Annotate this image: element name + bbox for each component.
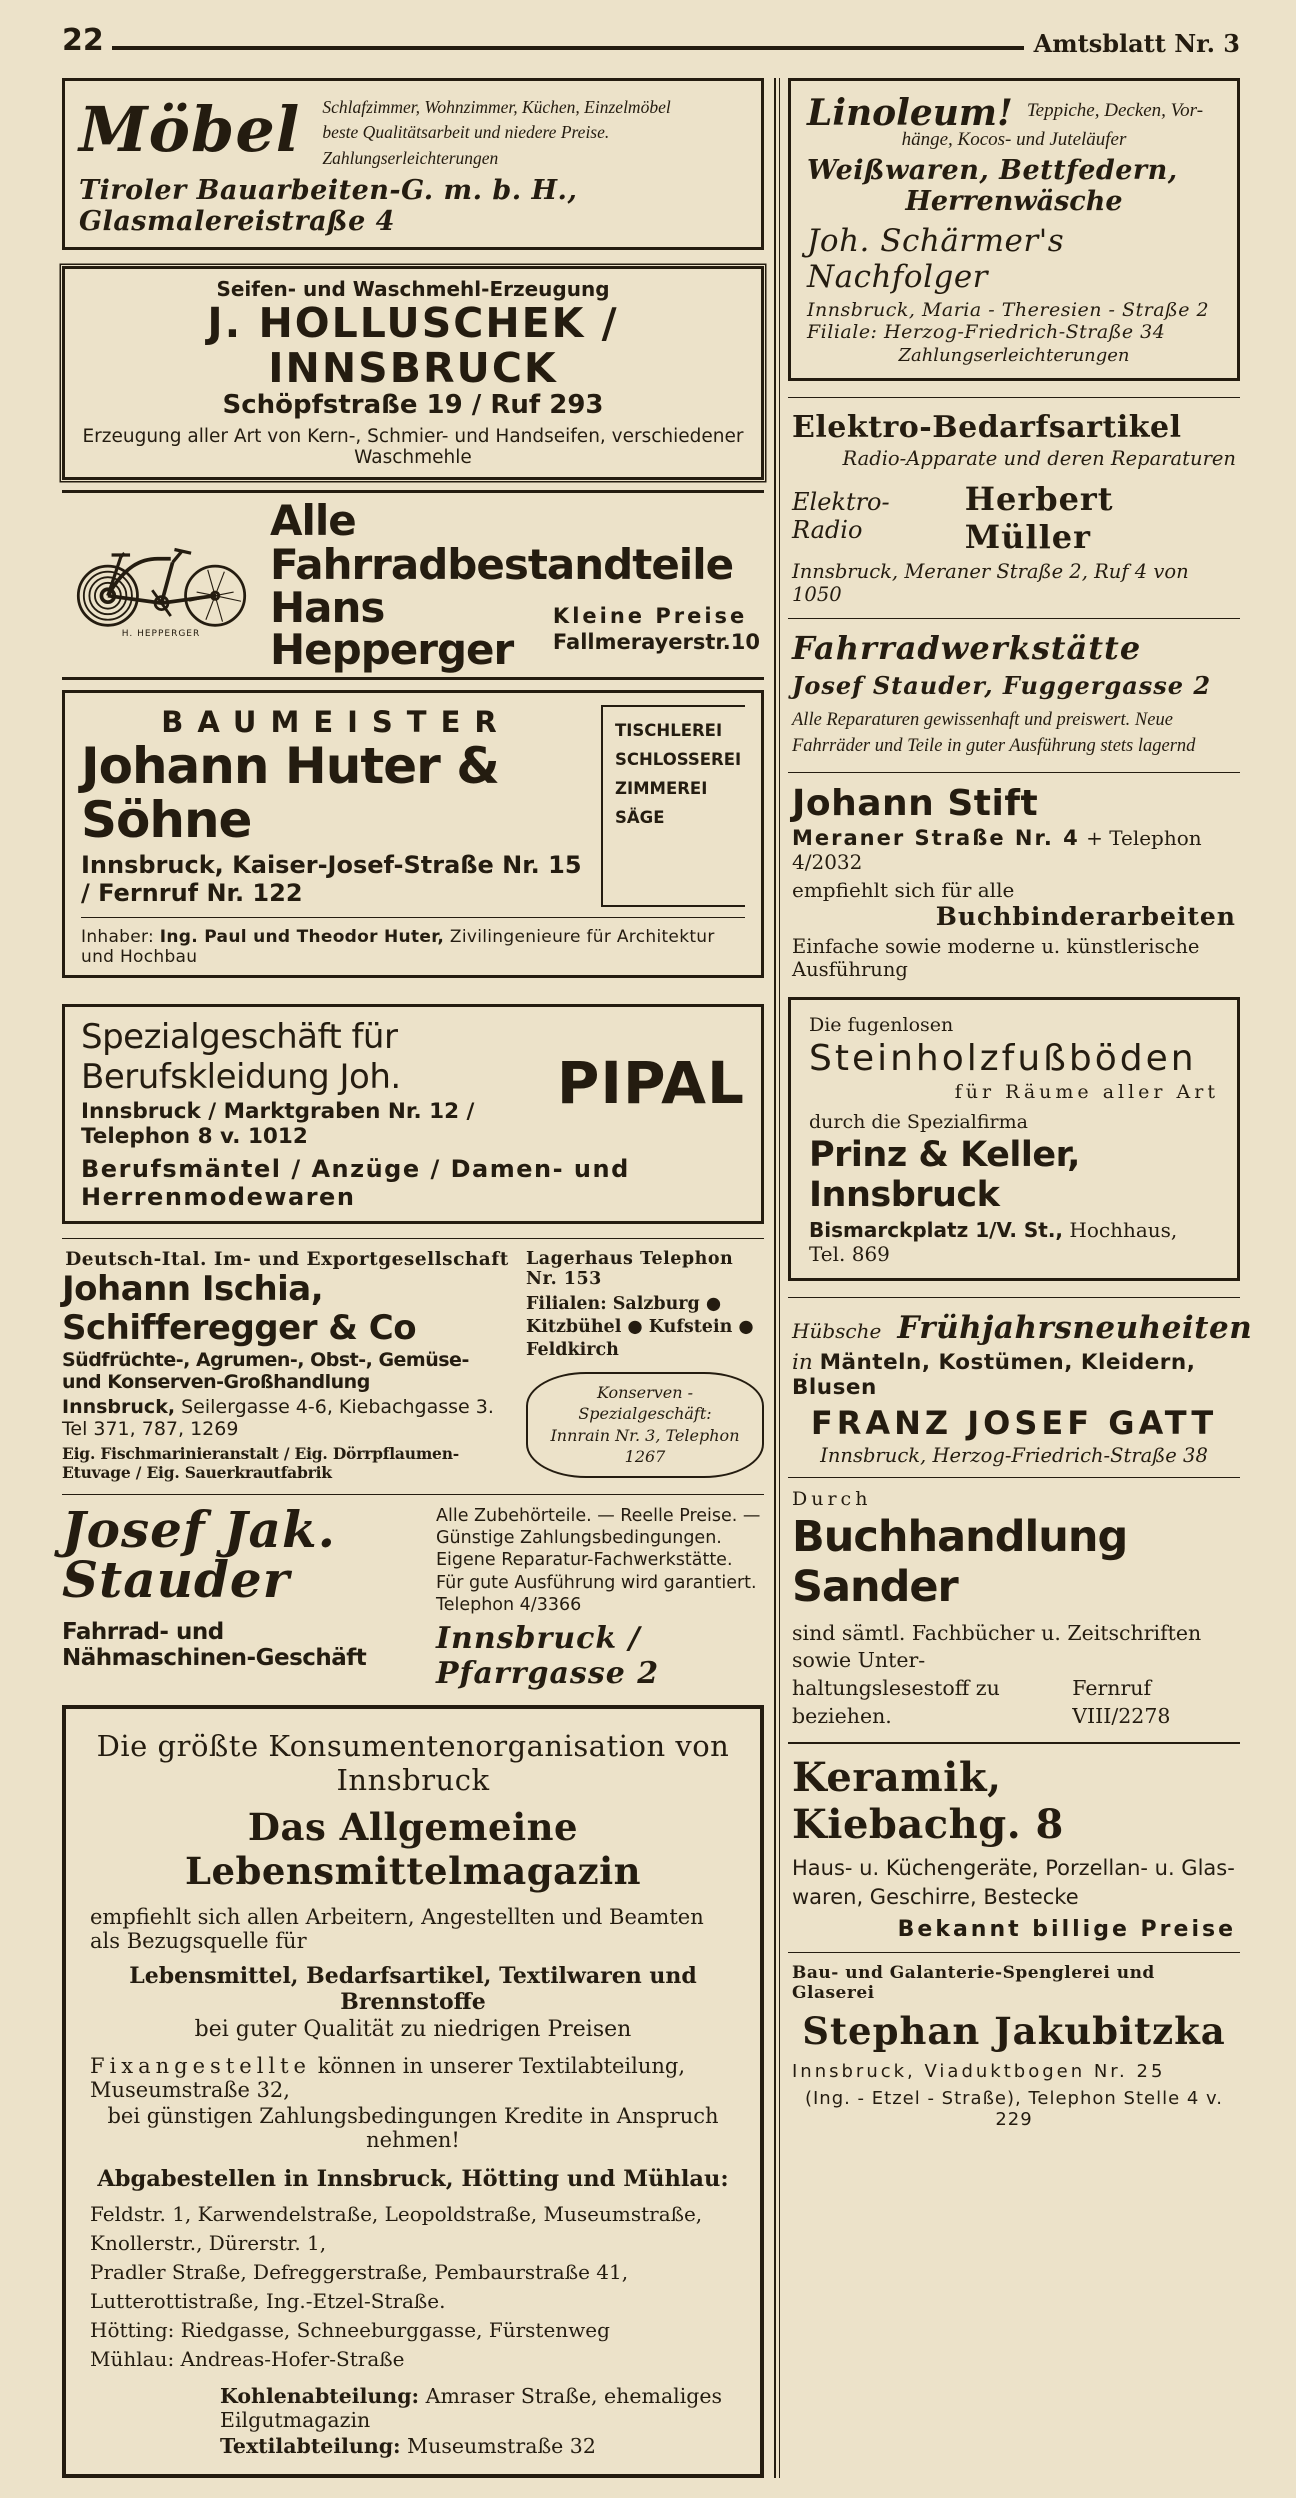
ad-holluschek [62,266,764,480]
page-number: 22 [62,23,104,58]
ischia-address [62,1396,512,1440]
huter-owners-names: Ing. Paul und Theodor Huter, [159,927,445,948]
ad-stift [788,772,1240,993]
store-line-1: Feldstr. 1, Karwendelstraße, Leopoldstraße, Museumstraße, Knollerstr., Dürerstr. 1, [90,2201,703,2255]
stift-name: Johann Stift [792,782,1039,824]
steinholz-through: durch die Spezialfirma [809,1110,1028,1133]
pipal-headline: Spezialgeschäft für Berufskleidung Joh. [81,1017,401,1098]
ischia-city: Innsbruck, [62,1395,176,1418]
lebensmittel-fix-line1 [90,2054,736,2102]
steinholz-address-bold: Bismarckplatz 1/V. St., [809,1217,1064,1242]
linoleum-footer: Zahlungserleichterungen [898,345,1130,366]
steinholz-address-rest: Hochhaus, Tel. 869 [809,1217,1178,1266]
gatt-address: Innsbruck, Herzog-Friedrich-Straße 38 [820,1443,1208,1467]
gatt-title: Frühjahrsneuheiten [897,1309,1253,1346]
moebel-subtitle [322,89,747,171]
stift-service: Buchbinderarbeiten [935,901,1236,931]
moebel-company: Tiroler Bauarbeiten-G. m. b. H., Glasmalereistraße 4 [79,175,578,238]
ischia-name: Johann Ischia, Schifferegger & Co [62,1269,417,1349]
ischia-filialen: Filialen: Salzburg ● Kitzbühel ● Kufstein ● Feldkirch [526,1294,754,1360]
masthead-title: Amtsblatt Nr. 3 [1033,29,1240,58]
ad-pipal [62,1004,764,1224]
stauder-subtitle: Fahrrad- und Nähmaschinen-Geschäft [62,1618,367,1671]
holluschek-address: Schöpfstraße 19 / Ruf 293 [222,390,604,421]
ad-steinholz [788,997,1240,1281]
bicycle-illustration [66,531,256,639]
sander-body [792,1620,1236,1731]
linoleum-name: Joh. Schärmer's Nachfolger [807,223,1065,295]
ad-lebensmittelmagazin [62,1705,764,2478]
lebensmittel-fix-word: Fixangestellte [90,2053,311,2078]
linoleum-address1: Innsbruck, Maria - Theresien - Straße 2 [807,299,1210,321]
huter-owners [81,917,745,967]
lebensmittel-products: Lebensmittel, Bedarfsartikel, Textilwaren und Brennstoffe [129,1962,697,2015]
jakubitzka-tagline: Bau- und Galanterie-Spenglerei und Glaserei [792,1963,1155,2004]
ischia-facilities: Eig. Fischmarinieranstalt / Eig. Dörrpflaumen-Etuvage / Eig. Sauerkrautfabrik [62,1443,460,1482]
moebel-line1: Schlafzimmer, Wohnzimmer, Küchen, Einzelmöbel [322,97,671,117]
lebensmittel-abgabe-header: Abgabestellen in Innsbruck, Hötting und Mühlau: [97,2165,729,2192]
lebensmittel-fix-rest: können in unserer Textilabteilung, Museumstraße 32, [90,2053,686,2102]
jakubitzka-address2: (Ing. - Etzel - Straße), Telephon Stelle 4 v. 229 [804,2088,1224,2131]
ischia-address-rest: Seilergasse 4-6, Kiebachgasse 3. Tel 371, 787, 1269 [62,1395,494,1440]
linoleum-address2: Filiale: Herzog-Friedrich-Straße 34 [807,321,1166,343]
werkstaette-body: Alle Reparaturen gewissenhaft und preiswert. Neue Fahrräder und Teile in guter Ausführung stets lagernd [792,710,1196,756]
linoleum-line4: Herrenwäsche [905,186,1123,217]
lebensmittel-recommend: empfiehlt sich allen Arbeitern, Angestellten und Beamten als Bezugsquelle für [90,1904,704,1953]
linoleum-line2: hänge, Kocos- und Juteläufer [901,129,1127,150]
elektro-name: Herbert Müller [964,480,1114,556]
jakubitzka-name: Stephan Jakubitzka [802,2009,1226,2054]
elektro-name-prefix: Elektro-Radio [792,488,890,544]
jakubitzka-address1: Innsbruck, Viaduktbogen Nr. 25 [792,2061,1166,2083]
left-column [62,78,764,2478]
gatt-name: FRANZ JOSEF GATT [810,1403,1218,1442]
ad-jakubitzka [788,1952,1240,2140]
lebensmittel-textil [90,2434,736,2458]
holluschek-name: J. HOLLUSCHEK / INNSBRUCK [207,299,619,393]
ad-sander [788,1477,1240,1743]
lebensmittel-store-list [90,2200,736,2374]
stift-phone: + Telephon 4/2032 [792,825,1202,874]
steinholz-name: Prinz & Keller, Innsbruck [809,1134,1080,1215]
werkstaette-title: Fahrradwerkstätte [792,629,1142,667]
huter-service-2: SCHLOSSEREI [615,750,742,770]
keramik-footer: Bekannt billige Preise [897,1917,1236,1943]
linoleum-line3: Weißwaren, Bettfedern, [807,155,1178,186]
ad-huter [62,690,764,978]
ischia-products: Südfrüchte-, Agrumen-, Obst-, Gemüse- und Konserven-Großhandlung [62,1348,469,1393]
huter-service-4: SÄGE [615,808,665,828]
keramik-body-line1: Haus- u. Küchengeräte, Porzellan- u. Glas- [792,1856,1235,1881]
huter-profession: BAUMEISTER [161,705,511,740]
store-line-3: Hötting: Riedgasse, Schneeburggasse, Fürstenweg [90,2317,610,2342]
header-rule [112,46,1024,50]
huter-service-1: TISCHLEREI [615,721,723,741]
lebensmittel-name: Das Allgemeine Lebensmittelmagazin [184,1804,642,1893]
page-header [62,23,1240,58]
sander-name: Buchhandlung Sander [792,1511,1128,1612]
stift-line2: Einfache sowie moderne u. künstlerische Ausführung [792,934,1200,981]
moebel-title: Möbel [79,92,301,166]
holluschek-tagline: Seifen- und Waschmehl-Erzeugung [216,277,610,302]
hepperger-price: Kleine Preise [552,604,748,629]
store-line-4: Mühlau: Andreas-Hofer-Straße [90,2346,405,2371]
stift-address: Meraner Straße Nr. 4 [792,825,1080,850]
hepperger-name: Hans Hepperger [270,583,514,675]
werkstaette-name: Josef Stauder, Fuggergasse 2 [792,671,1212,700]
elektro-subtitle: Radio-Apparate und deren Reparaturen [842,447,1236,470]
gatt-in-word: in [792,1349,813,1375]
ischia-konserven-badge [526,1372,764,1478]
huter-name: Johann Huter & Söhne [81,737,499,850]
gatt-products: Mänteln, Kostümen, Kleidern, Blusen [792,1349,1196,1400]
kohlen-label: Kohlenabteilung: [220,2383,420,2408]
store-line-2: Pradler Straße, Defreggerstraße, Pembaurstraße 41, Lutterottistraße, Ing.-Etzel-Straße. [90,2259,629,2313]
sander-phone: Fernruf VIII/2278 [1072,1676,1171,1728]
ad-linoleum [788,78,1240,381]
kohlen-value: Amraser Straße, ehemaliges Eilgutmagazin [220,2383,723,2432]
ad-ischia [62,1238,764,1481]
textil-value: Museumstraße 32 [407,2433,596,2458]
linoleum-title: Linoleum! [807,92,1013,134]
huter-owners-rest: Zivilingenieure für Architektur und Hochbau [81,927,715,968]
ad-moebel [62,78,764,250]
ad-elektro [788,397,1240,618]
ischia-konserven-line1: Konserven - Spezialgeschäft: [578,1382,712,1424]
hepperger-address: Fallmerayerstr.10 [552,630,760,655]
holluschek-body: Erzeugung aller Art von Kern-, Schmier- und Handseifen, verschiedener Waschmehle [82,426,744,469]
pipal-name: PIPAL [556,1049,745,1118]
ad-werkstaette [788,618,1240,772]
huter-service-3: ZIMMEREI [615,779,708,799]
stift-line1: empfiehlt sich für alle [792,877,1015,902]
stauder-name: Josef Jak. Stauder [62,1499,336,1609]
keramik-body-line2: waren, Geschirre, Bestecke [792,1884,1079,1909]
lebensmittel-quality: bei guter Qualität zu niedrigen Preisen [194,2016,632,2042]
ischia-lagerhaus: Lagerhaus Telephon Nr. 153 [526,1249,734,1290]
ischia-konserven-line2: Innrain Nr. 3, Telephon 1267 [550,1425,740,1467]
lebensmittel-intro: Die größte Konsumentenorganisation von Innsbruck [96,1728,730,1797]
gatt-intro: Hübsche [792,1318,882,1343]
bicycle-caption: H. HEPPERGER [121,629,201,640]
sander-intro: Durch [792,1487,872,1510]
elektro-address: Innsbruck, Meraner Straße 2, Ruf 4 von 1050 [792,560,1189,606]
ad-stauder [62,1494,764,1691]
lebensmittel-kohlen [90,2384,736,2432]
lebensmittel-fix-line2: bei günstigen Zahlungsbedingungen Kredite in Anspruch nehmen! [107,2103,719,2152]
steinholz-intro: Die fugenlosen [809,1013,954,1036]
stauder-address: Innsbruck / Pfarrgasse 2 [436,1620,660,1691]
steinholz-address [809,1218,1219,1266]
huter-services [601,705,745,907]
keramik-body [792,1854,1236,1911]
right-column [788,78,1253,2140]
pipal-address: Innsbruck / Marktgraben Nr. 12 / Telephon 8 v. 1012 [81,1099,475,1150]
hepperger-headline: Alle Fahrradbestandteile [270,496,734,590]
ad-keramik [788,1742,1240,1952]
steinholz-title: Steinholzfußböden [809,1037,1197,1079]
textil-label: Textilabteilung: [220,2433,401,2458]
ischia-tagline: Deutsch-Ital. Im- und Exportgesellschaft [65,1249,509,1271]
ad-gatt [788,1297,1253,1477]
steinholz-subtitle: für Räume aller Art [954,1080,1219,1103]
sander-body-line1: sind sämtl. Fachbücher u. Zeitschriften sowie Unter- [792,1620,1202,1673]
column-separator [774,78,780,2478]
sander-body-line2: haltungslesestoff zu beziehen. [792,1676,1000,1728]
stauder-body: Alle Zubehörteile. — Reelle Preise. — Günstige Zahlungsbedingungen. Eigene Reparatur-Fachwerkstätte. Für gute Ausführung wird garantiert. Telephon 4/3366 [436,1505,761,1616]
huter-owners-label: Inhaber: [81,927,155,948]
pipal-products: Berufsmäntel / Anzüge / Damen- und Herrenmodewaren [81,1155,630,1212]
huter-address: Innsbruck, Kaiser-Josef-Straße Nr. 15 / Fernruf Nr. 122 [81,851,582,908]
ad-hepperger [62,490,764,680]
moebel-line2: beste Qualitätsarbeit und niedere Preise. Zahlungserleichterungen [322,122,610,168]
elektro-title: Elektro-Bedarfsartikel [792,410,1182,445]
keramik-title: Keramik, Kiebachg. 8 [792,1754,1064,1849]
linoleum-line1: Teppiche, Decken, Vor- [1026,100,1204,121]
